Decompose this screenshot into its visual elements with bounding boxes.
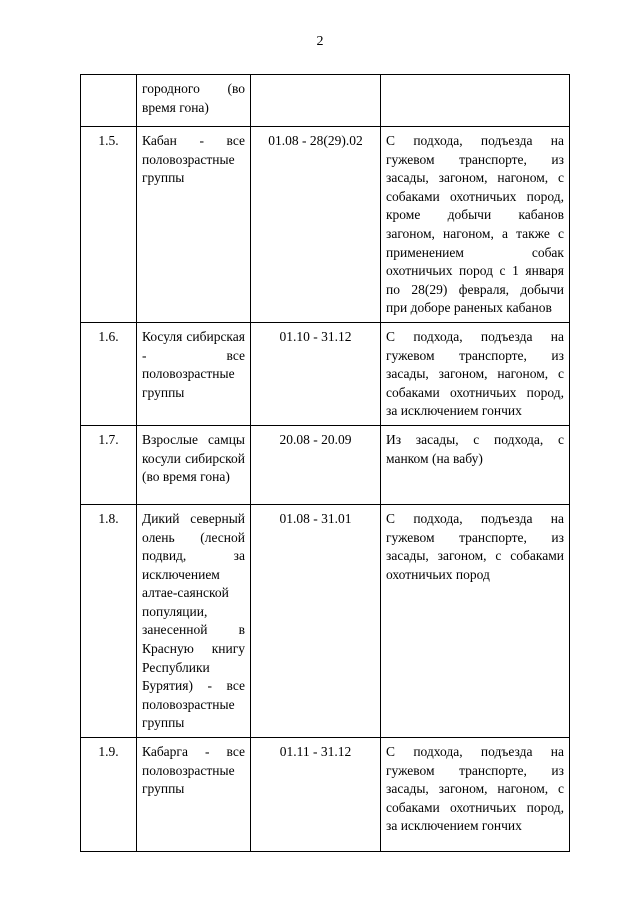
- dates-cell: 01.11 - 31.12: [251, 738, 381, 852]
- methods-cell: Из засады, с подхода, с манком (на вабу): [381, 425, 570, 504]
- row-number: 1.7.: [81, 425, 137, 504]
- table-row: [81, 504, 570, 737]
- methods-cell: С подхода, подъезда на гужевом транспорте, из засады, загоном, нагоном, с собаками охотничьих пород, кроме добычи кабанов загоном, нагоном, а также с применением собак охотничьих пород с 1 января по 28(29) февраля, добычи при доборе раненых кабанов: [381, 127, 570, 323]
- hunting-periods-table: [80, 74, 570, 852]
- row-number: [81, 75, 137, 127]
- row-number: 1.6.: [81, 322, 137, 425]
- table-row: [81, 75, 570, 127]
- row-number: 1.9.: [81, 738, 137, 852]
- species-cell: Косуля сибирская - все половозрастные группы: [137, 322, 251, 425]
- dates-cell: 01.08 - 31.01: [251, 504, 381, 737]
- table-row: [81, 127, 570, 323]
- methods-cell: С подхода, подъезда на гужевом транспорте, из засады, загоном, нагоном, с собаками охотничьих пород, за исключением гончих: [381, 738, 570, 852]
- dates-cell: [251, 75, 381, 127]
- dates-cell: 01.10 - 31.12: [251, 322, 381, 425]
- species-cell: Кабарга - все половозрастные группы: [137, 738, 251, 852]
- species-cell: Взрослые самцы косули сибирской (во время гона): [137, 425, 251, 504]
- table-row: [81, 738, 570, 852]
- dates-cell: 01.08 - 28(29).02: [251, 127, 381, 323]
- page-number: 2: [316, 34, 324, 49]
- row-number: 1.8.: [81, 504, 137, 737]
- table-row: [81, 322, 570, 425]
- methods-cell: С подхода, подъезда на гужевом транспорте, из засады, загоном, с собаками охотничьих пород: [381, 504, 570, 737]
- species-cell: Кабан - все половозрастные группы: [137, 127, 251, 323]
- table-row: [81, 425, 570, 504]
- dates-cell: 20.08 - 20.09: [251, 425, 381, 504]
- species-cell: городного (во время гона): [137, 75, 251, 127]
- row-number: 1.5.: [81, 127, 137, 323]
- species-cell: Дикий северный олень (лесной подвид, за исключением алтае-саянской популяции, занесенной в Красную книгу Республики Бурятия) - все половозрастные группы: [137, 504, 251, 737]
- methods-cell: С подхода, подъезда на гужевом транспорте, из засады, загоном, нагоном, с собаками охотничьих пород, за исключением гончих: [381, 322, 570, 425]
- methods-cell: [381, 75, 570, 127]
